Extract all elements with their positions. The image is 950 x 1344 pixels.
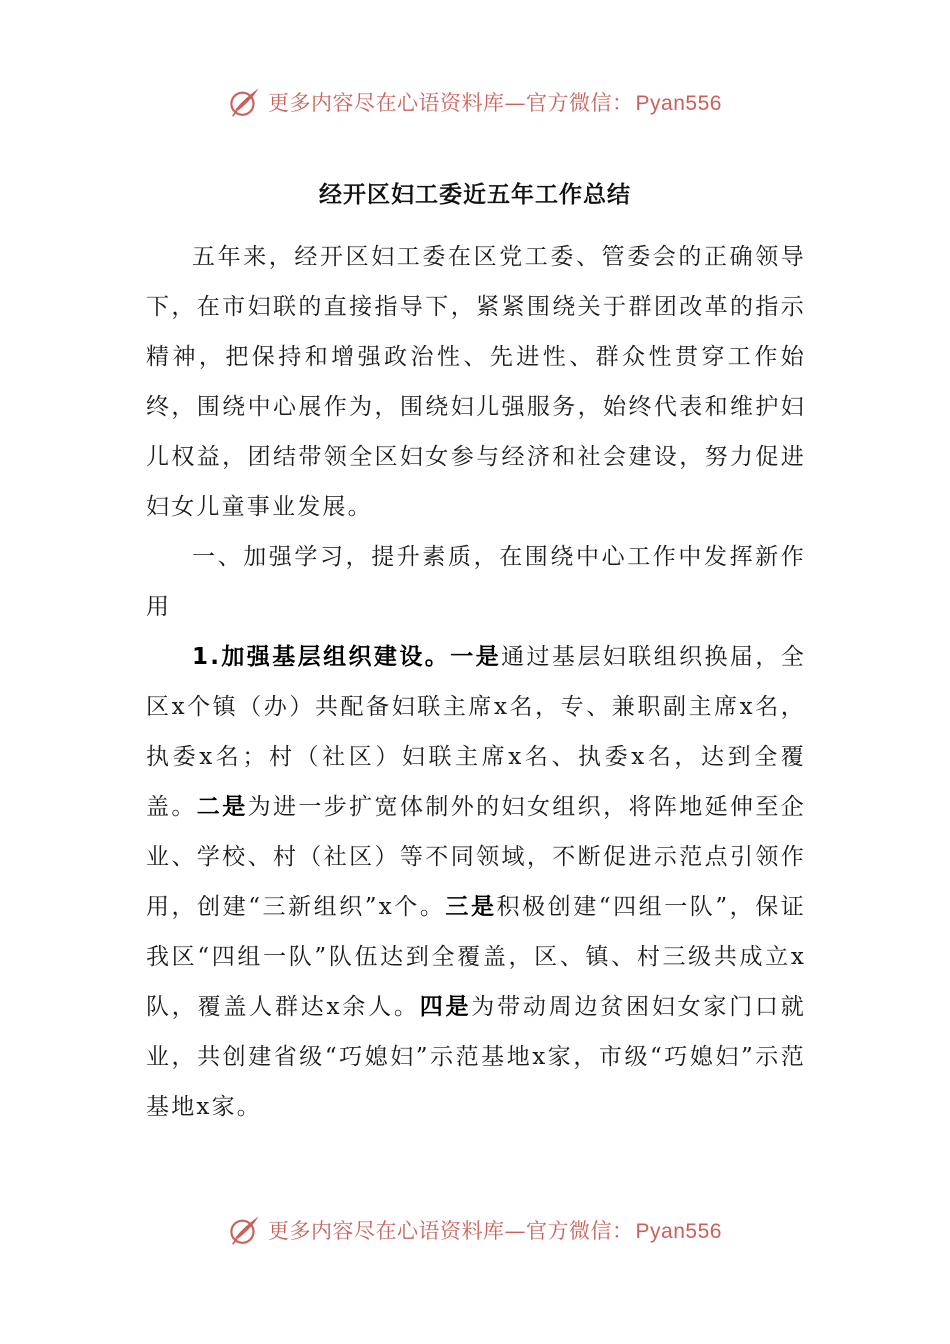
point-text-4: 为带动周边贫困妇女家门口就业，共创建省级“巧媳妇”示范基地x家，市级“巧媳妇”示范基地x家。 — [146, 994, 807, 1120]
header-watermark — [0, 82, 950, 122]
intro-paragraph: 五年来，经开区妇工委在区党工委、管委会的正确领导下，在市妇联的直接指导下，紧紧围绕关于群团改革的指示精神，把保持和增强政治性、先进性、群众性贯穿工作始终，围绕中心展作为，围绕妇儿强服务，始终代表和维护妇儿权益，团结带领全区妇女参与经济和社会建设，努力促进妇女儿童事业发展。 — [146, 244, 806, 520]
point-text-2: 为进一步扩宽体制外的妇女组织，将阵地延伸至企业、学校、村（社区）等不同领域，不断促进示范点引领作用，创建“三新组织”x个。 — [146, 794, 807, 920]
point-label-2: 二是 — [196, 794, 248, 820]
point-label-1: 一是 — [450, 644, 502, 670]
watermark-text: 更多内容尽在心语资料库—官方微信：Pyan556 — [268, 1219, 722, 1243]
quill-pen-logo-icon — [228, 85, 262, 119]
point-label-4: 四是 — [419, 994, 472, 1020]
point-text-1: 通过基层妇联组织换届，全区x个镇（办）共配备妇联主席x名，专、兼职副主席x名，执委x名；村（社区）妇联主席x名、执委x名，达到全覆盖。 — [146, 644, 806, 820]
point-label-3: 三是 — [445, 894, 497, 920]
footer-watermark — [0, 1210, 950, 1250]
document-body — [146, 232, 806, 1132]
item-paragraph — [146, 632, 806, 1132]
watermark-account: Pyan556 — [635, 92, 722, 115]
watermark-account: Pyan556 — [635, 1220, 722, 1243]
section-heading: 一、加强学习，提升素质，在围绕中心工作中发挥新作用 — [146, 544, 806, 620]
document-title: 经开区妇工委近五年工作总结 — [319, 182, 631, 208]
watermark-text: 更多内容尽在心语资料库—官方微信：Pyan556 — [268, 91, 722, 115]
point-text-3: 积极创建“四组一队”，保证我区“四组一队”队伍达到全覆盖，区、镇、村三级共成立x队，覆盖人群达x余人。 — [146, 894, 806, 1020]
quill-pen-logo-icon — [228, 1213, 262, 1247]
item-heading: 1.加强基层组织建设。 — [192, 644, 451, 670]
